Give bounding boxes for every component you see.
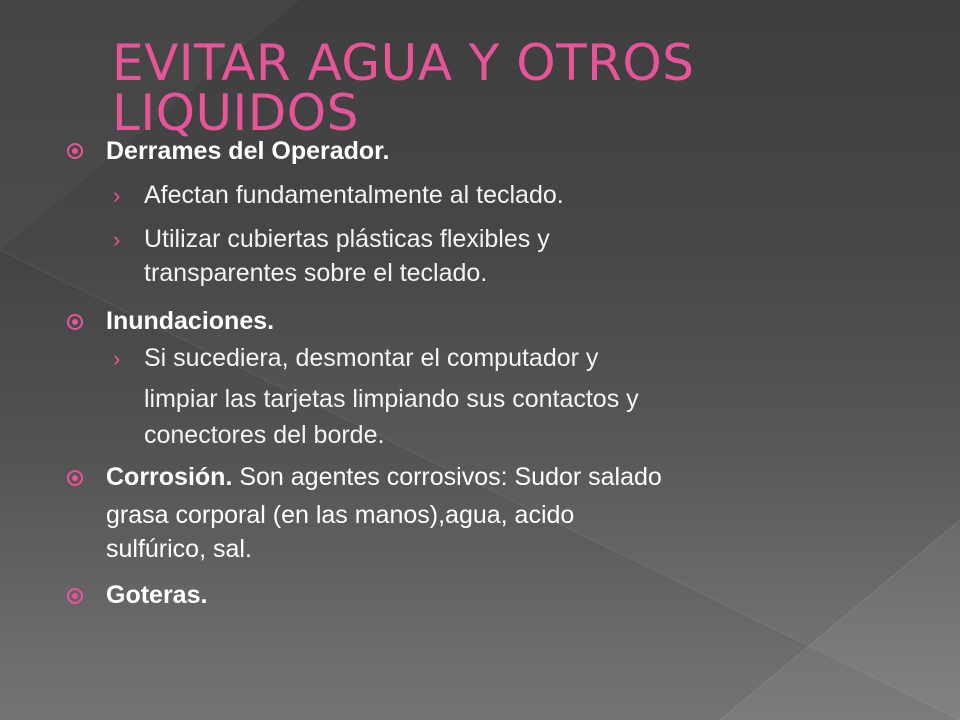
- chevron-right-icon: ›: [113, 227, 121, 252]
- sub-bullet-text: Utilizar cubiertas plásticas flexibles y: [144, 225, 550, 253]
- sub-bullet-text: conectores del borde.: [144, 421, 385, 449]
- sub-bullet-text: Si sucediera, desmontar el computador y: [144, 344, 599, 372]
- bullet-text: sulfúrico, sal.: [106, 535, 252, 563]
- chevron-right-icon: ›: [113, 183, 121, 208]
- slide-title: EVITAR AGUA Y OTROS LIQUIDOS: [112, 34, 695, 142]
- bullet-heading: Goteras.: [106, 581, 208, 609]
- circle-bullet-icon: [67, 588, 83, 604]
- bullet-heading: Derrames del Operador.: [106, 137, 390, 165]
- bullet-text: grasa corporal (en las manos),agua, acido: [106, 501, 575, 529]
- circle-bullet-icon: [67, 314, 83, 330]
- bullet-heading: Inundaciones.: [106, 307, 275, 335]
- circle-bullet-icon: [67, 470, 83, 486]
- circle-bullet-icon: [67, 143, 83, 159]
- chevron-right-icon: ›: [113, 346, 121, 371]
- sub-bullet-text: limpiar las tarjetas limpiando sus contactos y: [144, 385, 639, 413]
- bullet-text: Corrosión. Son agentes corrosivos: Sudor salado: [106, 463, 662, 491]
- sub-bullet-text: Afectan fundamentalmente al teclado.: [144, 181, 564, 209]
- sub-bullet-text: transparentes sobre el teclado.: [144, 259, 488, 287]
